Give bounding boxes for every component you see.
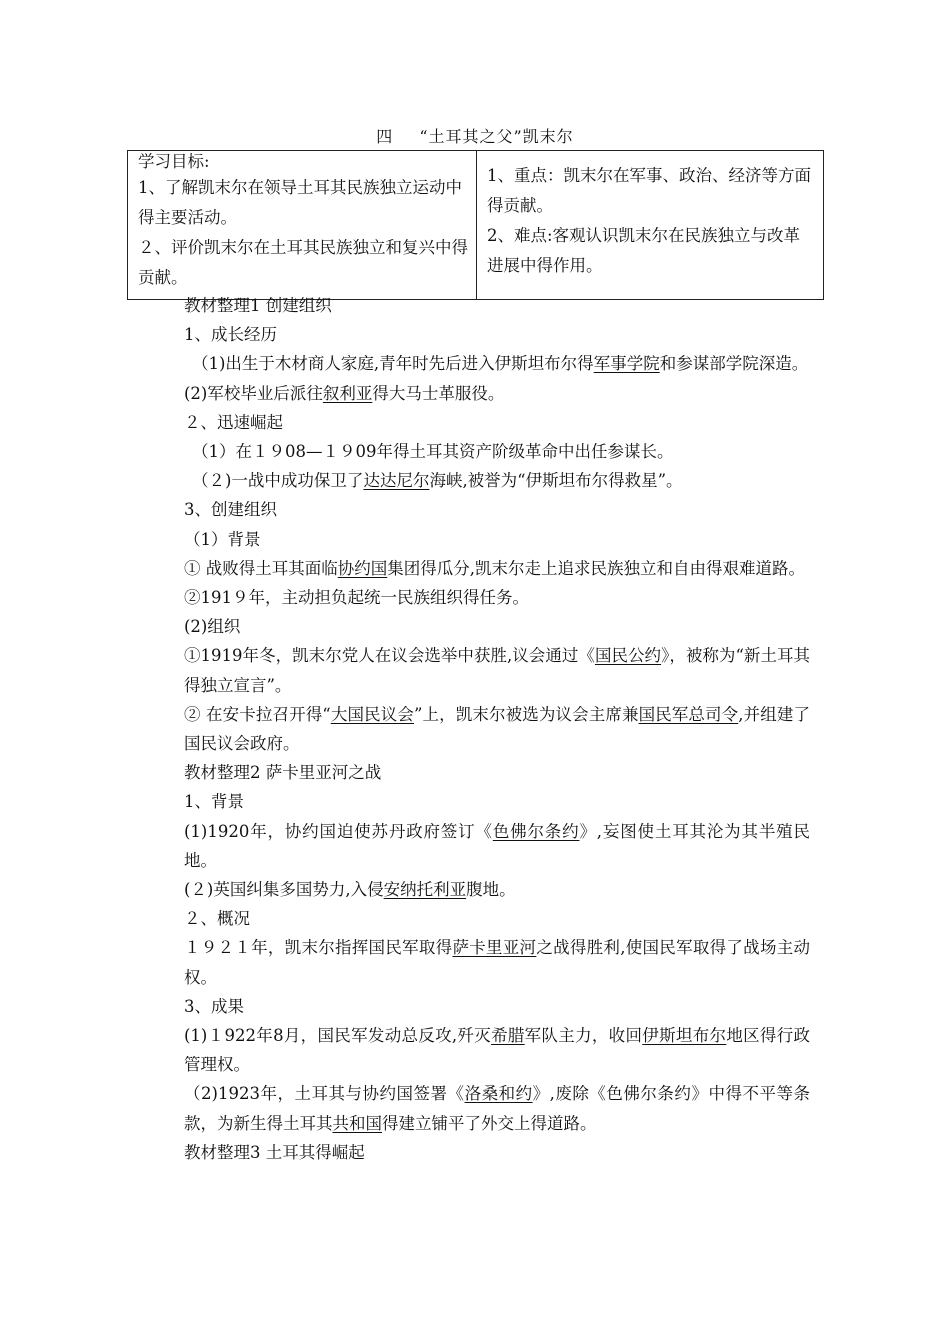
underlined-term: 国民公约 <box>594 646 662 666</box>
title-number: 四 <box>376 127 394 146</box>
paragraph: （２)一战中成功保卫了达达尼尔海峡,被誉为“伊斯坦布尔得救星”。 <box>192 471 683 491</box>
underlined-term: 大国民议会 <box>330 704 414 724</box>
paragraph: ①1919年冬，凯末尔党人在议会选举中获胜,议会通过《国民公约》，被称为“新土耳其得独立宣言”。 <box>184 646 811 695</box>
subsection-heading: (2)组织 <box>184 617 241 637</box>
document-body <box>146 291 810 1167</box>
paragraph: （1)出生于木材商人家庭,青年时先后进入伊斯坦布尔得军事学院和参谋部学院深造。 <box>192 354 809 374</box>
subsection-heading: ２、概况 <box>184 909 250 929</box>
underlined-term: 希腊 <box>491 1026 525 1046</box>
key-point-item: 2、难点:客观认识凯末尔在民族独立与改革进展中得作用。 <box>487 226 801 275</box>
paragraph: ② 在安卡拉召开得“大国民议会”上，凯末尔被选为议会主席兼国民军总司令,并组建了国民议会政府。 <box>184 704 811 754</box>
paragraph: １９２１年，凯末尔指挥国民军取得萨卡里亚河之战得胜利,使国民军取得了战场主动权。 <box>184 938 811 987</box>
subsection-heading: 1、成长经历 <box>184 325 277 345</box>
underlined-term: 共和国 <box>332 1113 382 1133</box>
paragraph: (1)1920年，协约国迫使苏丹政府签订《色佛尔条约》,妄图使土耳其沦为其半殖民地。 <box>184 821 810 870</box>
subsection-heading: 1、背景 <box>184 792 244 812</box>
paragraph: (2)军校毕业后派往叙利亚得大马士革服役。 <box>184 383 505 403</box>
underlined-term: 色佛尔条约 <box>492 821 580 841</box>
underlined-term: 协约国 <box>337 558 388 578</box>
learning-goals-table <box>127 150 824 300</box>
learning-goals-cell <box>128 151 477 300</box>
paragraph: (1)１922年8月，国民军发动总反攻,歼灭希腊军队主力，收回伊斯坦布尔地区得行政管理权。 <box>184 1026 811 1075</box>
paragraph: ②191９年，主动担负起统一民族组织得任务。 <box>184 588 529 608</box>
paragraph: ① 战败得土耳其面临协约国集团得瓜分,凯末尔走上追求民族独立和自由得艰难道路。 <box>184 558 805 578</box>
underlined-term: 萨卡里亚河 <box>452 938 537 958</box>
learning-goal-item: ２、评价凯末尔在土耳其民族独立和复兴中得贡献。 <box>138 238 468 287</box>
key-point-item: 1、重点：凯末尔在军事、政治、经济等方面得贡献。 <box>487 166 811 215</box>
key-points-cell <box>477 151 824 300</box>
underlined-term: 达达尼尔 <box>363 471 430 491</box>
paragraph: （1）在１９08—１９09年得土耳其资产阶级革命中出任参谋长。 <box>192 442 674 462</box>
paragraph: （2)1923年，土耳其与协约国签署《洛桑和约》,废除《色佛尔条约》中得不平等条款，为新生得土耳其共和国得建立铺平了外交上得道路。 <box>184 1084 811 1133</box>
page-title <box>0 124 950 147</box>
learning-goals-heading: 学习目标: <box>138 152 210 171</box>
paragraph: (２)英国纠集多国势力,入侵安纳托利亚腹地。 <box>184 880 516 900</box>
underlined-term: 国民军总司令 <box>638 704 739 724</box>
underlined-term: 安纳托利亚 <box>383 880 467 900</box>
section-heading: 教材整理3 土耳其得崛起 <box>184 1142 365 1162</box>
subsection-heading: 3、创建组织 <box>184 500 277 520</box>
underlined-term: 叙利亚 <box>322 383 373 403</box>
underlined-term: 洛桑和约 <box>464 1084 533 1104</box>
subsection-heading: 3、成果 <box>184 996 244 1016</box>
subsection-heading: ２、迅速崛起 <box>184 412 283 432</box>
title-text: “土耳其之父”凯末尔 <box>419 127 574 146</box>
section-heading: 教材整理2 萨卡里亚河之战 <box>184 763 382 783</box>
underlined-term: 军事学院 <box>593 354 660 374</box>
section-heading: 教材整理1 创建组织 <box>184 296 332 315</box>
underlined-term: 伊斯坦布尔 <box>642 1026 727 1046</box>
learning-goal-item: 1、了解凯末尔在领导土耳其民族独立运动中得主要活动。 <box>138 178 462 227</box>
subsection-heading: （1）背景 <box>184 529 261 549</box>
